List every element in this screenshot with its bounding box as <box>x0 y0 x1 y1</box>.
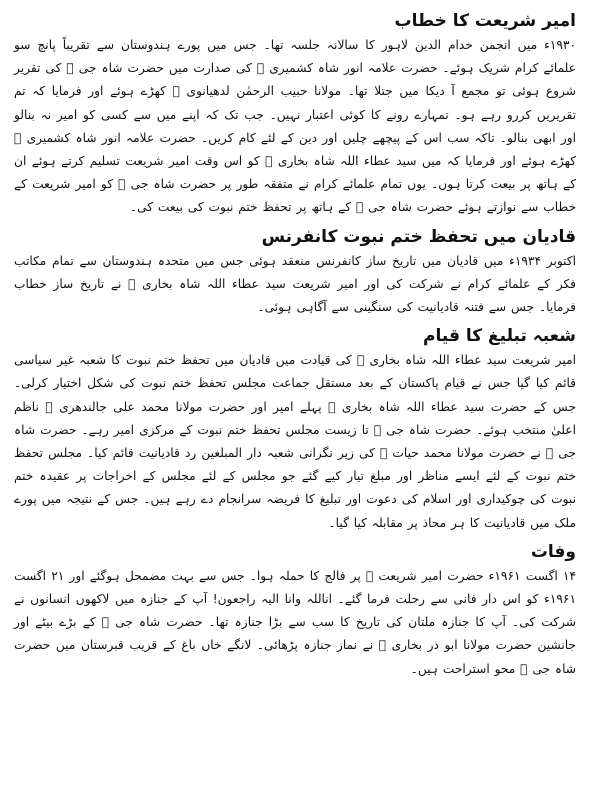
section-tabligh <box>14 323 576 535</box>
section-paragraph: اکتوبر ۱۹۳۴ء میں قادیان میں تاریخ ساز کانفرنس منعقد ہوئی جس میں متحدہ ہندوستان سے تمام مکاتب فکر کے علمائے کرام نے شرکت کی اور امیر شریعت سید عطاء اللہ شاہ بخاری ﷫ نے تاریخ ساز خطاب فرمایا۔ جس سے فتنہ قادیانیت کی سنگینی سے آگاہی ہوئی۔ <box>14 253 576 315</box>
section-khitab <box>14 8 576 220</box>
section-heading: شعبہ تبلیغ کا قیام <box>423 326 576 347</box>
section-wafat <box>14 539 576 681</box>
section-heading: قادیان میں تحفظ ختم نبوت کانفرنس <box>261 226 576 247</box>
section-heading: وفات <box>530 541 576 562</box>
section-paragraph: امیر شریعت سید عطاء اللہ شاہ بخاری ﷫ کی قیادت میں قادیان میں تحفظ ختم نبوت کا شعبہ غیر سیاسی قائم کیا گیا جس نے قیام پاکستان کے بعد مستقل جماعت مجلس تحفظ ختم نبوت کی شکل اختیار کرلی۔ جس کے حضرت سید عطاء اللہ شاہ بخاری ﷫ پہلے امیر اور حضرت مولانا محمد علی جالندھری ﷫ ناظم اعلیٰ منتخب ہوئے۔ حضرت شاہ جی ﷫ تا زیست مجلس تحفظ ختم نبوت کے مرکزی امیر رہے۔ حضرت شاہ جی ﷫ نے حضرت مولانا محمد حیات ﷫ کی زیر نگرانی شعبہ دار المبلغین رد قادیانیت قائم کیا۔ مجلس تحفظ ختم نبوت کے لئے ایسے مناظر اور مبلغ تیار کیے گئے جو مجلس کے لئے مجلس کے اخراجات پر عقیدہ ختم نبوت کی چوکیداری اور اسلام کی دعوت اور تبلیغ کا فریضہ سرانجام دے رہے ہیں۔ جس کے نتیجہ میں پورے ملک میں قادیانیت کا ہر محاذ پر مقابلہ کیا گیا۔ <box>14 353 576 530</box>
section-paragraph: ۱۴ اگست ۱۹۶۱ء حضرت امیر شریعت ﷫ پر فالج کا حملہ ہوا۔ جس سے بہت مضمحل ہوگئے اور ۲۱ اگست ۱۹۶۱ء کو اس دار فانی سے رحلت فرما گئے۔ اناللہ وانا الیہ راجعون! آپ کے جنازہ میں لاکھوں انسانوں نے شرکت کی۔ آپ کا جنازہ ملتان کی تاریخ کا سب سے بڑا جنازہ تھا۔ حضرت شاہ جی ﷫ کے بڑے بیٹے اور جانشین حضرت مولانا ابو ذر بخاری ﷫ نے نماز جنازہ پڑھائی۔ لانگے خاں باغ کے قریب قبرستان میں حضرت شاہ جی ﷫ محو استراحت ہیں۔ <box>14 568 577 676</box>
section-heading: امیر شریعت کا خطاب <box>394 11 576 31</box>
section-paragraph: ۱۹۳۰ء میں انجمن خدام الدین لاہور کا سالانہ جلسہ تھا۔ جس میں پورے ہندوستان سے تقریباً پانچ سو علمائے کرام شریک ہوئے۔ حضرت علامہ انور شاہ کشمیری ﷫ کی صدارت میں حضرت شاہ جی ﷫ کی تقریر شروع ہوئی تو مجمع آ دیکا میں جتلا تھا۔ مولانا حبیب الرحمٰن لدھیانوی ﷫ کھڑے ہوئے اور فرمایا کہ تم تقریریں کررو رہے ہو۔ تمہارے رونے کا کوئی اعتبار نہیں۔ جب تک کہ اپنے میں سے کسی کو امیر نہ بنالو اور ابھی بنالو۔ تاکہ سب اس کے پیچھے چلیں اور دین کے لئے کام کریں۔ حضرت علامہ انور شاہ کشمیری ﷫ کھڑے ہوئے اور فرمایا کہ میں سید عطاء اللہ شاہ بخاری ﷫ کو اس وقت امیر شریعت تسلیم کرتے ہوئے ان کے ہاتھ پر بیعت کرتا ہوں۔ یوں تمام علمائے کرام نے متفقہ طور پر حضرت شاہ جی ﷫ کو امیر شریعت کے خطاب سے نوازتے ہوئے حضرت شاہ جی ﷫ کے ہاتھ پر تحفظ ختم نبوت کی بیعت کی۔ <box>14 38 576 215</box>
section-qadian-conference <box>14 224 576 320</box>
